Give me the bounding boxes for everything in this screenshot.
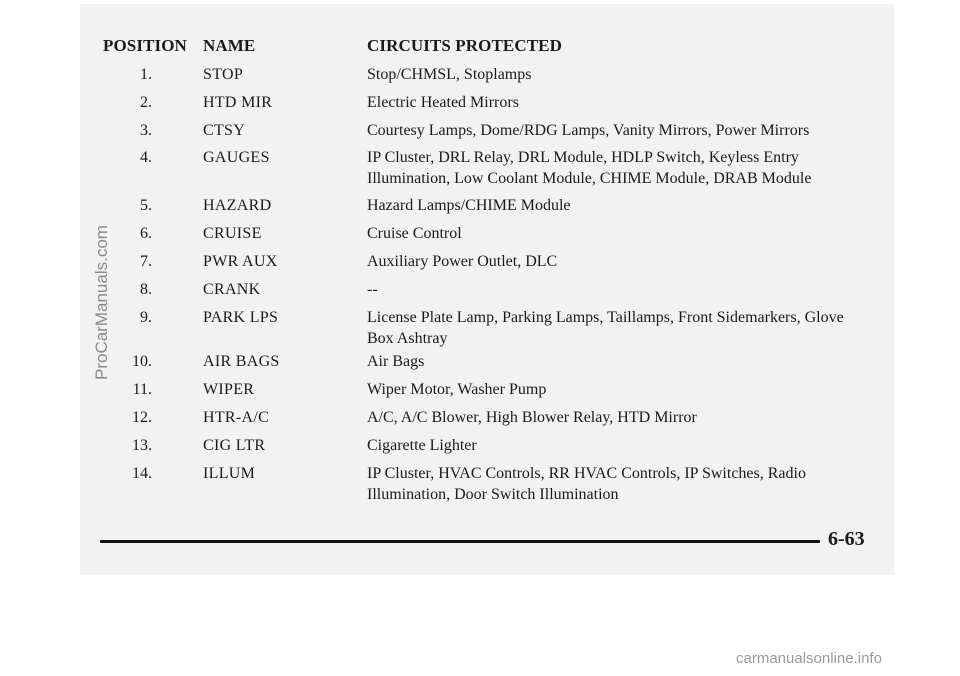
row-circuits: Air Bags [367, 353, 425, 370]
row-circuits: Cigarette Lighter [367, 437, 477, 454]
header-circuits-protected: CIRCUITS PROTECTED [367, 36, 562, 55]
row-name: CTSY [203, 122, 246, 139]
row-position: 9. [140, 309, 152, 326]
footer-rule [100, 540, 820, 543]
row-name: WIPER [203, 381, 255, 398]
watermark-side: ProCarManuals.com [92, 225, 111, 380]
row-name: GAUGES [203, 149, 270, 166]
row-position: 2. [140, 94, 152, 111]
watermark-bottom: carmanualsonline.info [736, 650, 882, 667]
row-position: 5. [140, 197, 152, 214]
row-circuits: Auxiliary Power Outlet, DLC [367, 253, 558, 270]
row-circuits: License Plate Lamp, Parking Lamps, Taillamps, Front Sidemarkers, Glove Box Ashtray [367, 309, 844, 347]
row-position: 11. [132, 381, 152, 398]
row-name: HAZARD [203, 197, 272, 214]
row-name: CRUISE [203, 225, 262, 242]
row-circuits: Cruise Control [367, 225, 462, 242]
row-position: 12. [132, 409, 152, 426]
row-name: ILLUM [203, 465, 256, 482]
row-position: 8. [140, 281, 152, 298]
row-circuits: Stop/CHMSL, Stoplamps [367, 66, 532, 83]
row-name: HTD MIR [203, 94, 273, 111]
row-circuits: IP Cluster, DRL Relay, DRL Module, HDLP Switch, Keyless Entry Illumination, Low Coolant Module, CHIME Module, DRAB Module [367, 149, 812, 187]
row-position: 4. [140, 149, 152, 166]
row-circuits: Wiper Motor, Washer Pump [367, 381, 547, 398]
row-position: 13. [132, 437, 152, 454]
row-circuits: IP Cluster, HVAC Controls, RR HVAC Controls, IP Switches, Radio Illumination, Door Switch Illumination [367, 465, 806, 503]
row-position: 7. [140, 253, 152, 270]
row-circuits: Courtesy Lamps, Dome/RDG Lamps, Vanity Mirrors, Power Mirrors [367, 122, 810, 139]
row-name: STOP [203, 66, 244, 83]
row-position: 6. [140, 225, 152, 242]
row-circuits: -- [367, 281, 378, 298]
row-position: 14. [132, 465, 152, 482]
row-position: 3. [140, 122, 152, 139]
row-circuits: Hazard Lamps/CHIME Module [367, 197, 571, 214]
row-circuits: A/C, A/C Blower, High Blower Relay, HTD Mirror [367, 409, 697, 426]
row-circuits: Electric Heated Mirrors [367, 94, 519, 111]
row-name: PARK LPS [203, 309, 279, 326]
row-name: AIR BAGS [203, 353, 280, 370]
row-position: 10. [132, 353, 152, 370]
header-position: POSITION [103, 36, 187, 55]
row-name: CRANK [203, 281, 261, 298]
row-name: CIG LTR [203, 437, 266, 454]
row-position: 1. [140, 66, 152, 83]
page-number: 6-63 [828, 528, 865, 550]
header-name: NAME [203, 36, 256, 55]
row-name: HTR-A/C [203, 409, 270, 426]
row-name: PWR AUX [203, 253, 278, 270]
